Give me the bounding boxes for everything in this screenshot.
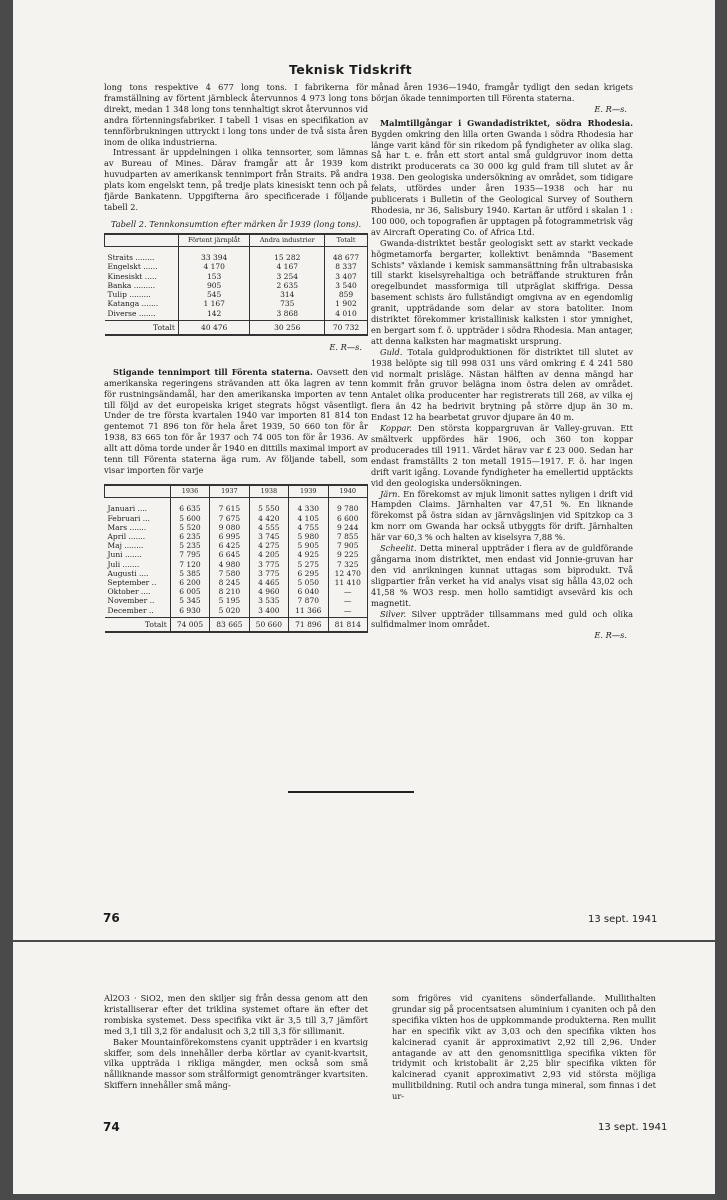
right-intro: månad åren 1936—1940, framgår tydligt den sedan krigets början ökade tennimporten till Förenta staterna. [371,82,633,103]
table-cell: 735 [250,299,325,308]
table-cell: 5 385 [170,569,209,578]
table-cell: 8 210 [210,587,249,596]
row-label: November .. [105,596,171,605]
table-cell: 4 167 [250,262,325,271]
table-header-cell: 1936 [170,485,209,498]
table-cell: 4 420 [249,514,288,523]
table-row [105,290,368,299]
silver-paragraph [371,609,633,631]
table-cell: 11 410 [328,578,368,587]
intro-paragraph: long tons respektive 4 677 long tons. I fabrikerna för framställning av förtent järnbleck återvunnos 4 973 long tons direkt, medan 1 348 long tons tennhaltigt skrot återvunnos vid andra förtenningsfabriker. I tabell 1 visas en specifikation av tennförbrukningen uttryckt i long tons under de två sista åren inom de olika industrierna. [104,82,368,147]
table-row [105,523,368,532]
left-column [104,82,368,633]
guld-text: Totala guldproduktionen för distriktet till slutet av 1938 belöpte sig till 998 031 uns värd omkring £ 4 241 580 vid normalt prisläge. Nästan hälften av denna mängd har kommit från gruvor belägna inom östra delen av området. Antalet olika producenter har registrerats till 268, av vilka ej flera än 42 ha bedrivit brytning på större djup än 30 m. Endast 12 ha bearbetat gruvor djupare än 40 m. [371,346,633,423]
table-cell: 7 795 [170,550,209,559]
table-cell: 8 245 [210,578,249,587]
row-label: Mars ....... [105,523,171,532]
row-label: April ....... [105,532,171,541]
row-label: Maj ........ [105,541,171,550]
row-label: Engelskt ...... [105,262,179,271]
signature: E. R—s. [594,103,627,114]
table-cell: 8 337 [325,262,368,271]
jarn-text: En förekomst av mjuk limonit sattes nyligen i drift vid Hampden Claims. Järnhalten var 47,51 %. En liknande förekomst på östra sidan av järnvägslinjen vid Spitzkop ca 3 km norr om Gwanda har också utbyggts för drift. Järnhalten här var 60,3 % och halten av kiselsyra 7,88 %. [371,488,633,543]
table-cell: 11 366 [289,606,328,618]
table-cell: — [328,596,368,605]
intro-paragraph: Intressant är uppdelningen i olika tennsorter, som lämnas av Bureau of Mines. Därav framgår att år 1939 kom huvudparten av amerikansk tennimport från Straits. På andra plats kom engelskt tenn, på tredje plats kinesiskt tenn och på fjärde Bankatenn. Uppgifterna äro specificerade i följande tabell 2. [104,147,368,212]
table-cell: 33 394 [178,247,250,263]
table2-caption: Tabell 2. Tennkonsumtion efter märken år 1939 (long tons). [110,218,362,229]
row-label: December .. [105,606,171,618]
row-label: Banka ......... [105,281,179,290]
table-cell: 5 275 [289,560,328,569]
table-row [105,498,368,514]
table-cell: 9 244 [328,523,368,532]
table-header-cell: Förtent järnplåt [178,234,250,247]
malm-text: Bygden omkring den lilla orten Gwanda i södra Rhodesia har länge varit känd för sin rikedom på fyndigheter av olika slag. Så har t. e. från ett stort antal små guldgruvor inom detta distrikt producerats ca 30 000 kg guld fram till slutet av år 1938. Den geologiska undersökning av området, som tidigare felats, utfördes under åren 1935—1938 och har nu publicerats i Bulletin of the Geological Survey of Southern Rhodesia, nr 36, Salisbury 1940. Kartan är utförd i skalan 1 : 100 000, och topografien är upptagen på fotogrammetrisk väg av Aircraft Operating Co. of Africa Ltd. [371,128,633,237]
table-cell: 3 254 [250,272,325,281]
row-label: Diverse ....... [105,309,179,321]
table-total-row [105,617,368,632]
table-row [105,596,368,605]
table-cell: 5 600 [170,514,209,523]
table-cell: 7 120 [170,560,209,569]
table-cell: 15 282 [250,247,325,263]
table-cell: 7 615 [210,498,249,514]
table-cell: 1 902 [325,299,368,308]
table-cell: 4 275 [249,541,288,550]
total-label: Totalt [105,617,171,632]
table-row [105,247,368,263]
table-cell: 9 225 [328,550,368,559]
silver-label: Silver. [380,608,407,619]
table-header-cell: Totalt [325,234,368,247]
guld-paragraph [371,347,633,423]
koppar-label: Koppar. [380,423,413,434]
table-cell: 4 555 [249,523,288,532]
row-label: Oktober .... [105,587,171,596]
table-header-cell: 1938 [249,485,288,498]
table-cell: 6 995 [210,532,249,541]
table-cell: — [328,606,368,618]
page2-right-column [392,993,656,1102]
scheelit-paragraph [371,543,633,608]
table-row [105,550,368,559]
row-label: Kinesiskt ..... [105,272,179,281]
table-cell: 5 235 [170,541,209,550]
table-header-cell: 1940 [328,485,368,498]
table-cell: 6 645 [210,550,249,559]
stigande-text: Oavsett den amerikanska regeringens strävanden att öka lagren av tenn för rustningsändamål, har den amerikanska importen av tenn till följd av det europeiska kriget stegrats högst väsentligt. Under de tre första kvartalen 1940 var importen 81 814 ton gentemot 71 896 ton för hela året 1939, 50 660 ton för år 1938, 83 665 ton för år 1937 och 74 005 ton för år 1936. Av allt att döma torde under år 1940 en dittills maximal import av tenn till Förenta staterna äga rum. Av följande tabell, som visar importen för varje [104,366,368,475]
stigande-heading: Stigande tennimport till Förenta staterna. [113,366,313,377]
table-row [105,587,368,596]
page-date: 13 sept. 1941 [588,914,658,925]
table-cell: 4 980 [210,560,249,569]
table-cell: 5 050 [289,578,328,587]
table-cell: 6 200 [170,578,209,587]
stigande-paragraph [104,367,368,476]
row-label: Tulip ......... [105,290,179,299]
journal-header: Teknisk Tidskrift [288,62,413,77]
row-label: September .. [105,578,171,587]
table-cell: 4 105 [289,514,328,523]
malm-heading: Malmtillgångar i Gwandadistriktet, södra Rhodesia. [380,117,633,128]
row-label: Januari .... [105,498,171,514]
signature: E. R—s. [329,341,362,352]
malm-paragraph [371,118,633,238]
section-divider [288,791,414,793]
total-cell: 30 256 [250,320,325,335]
table-cell: 7 855 [328,532,368,541]
table-row [105,569,368,578]
table-cell: 3 745 [249,532,288,541]
table-2 [104,233,368,336]
row-label: Straits ........ [105,247,179,263]
table-cell: 3 868 [250,309,325,321]
gwanda-paragraph: Gwanda-distriktet består geologiskt sett av starkt veckade högmetamorfa bergarter, kollektivt benämnda "Basement Schists" växlande i kemisk sammansättning från ultrabasiska till starkt kiselsyrehaltiga och beträffande strukturen från oregelbundet massformiga till utpräglat skiffriga. Dessa basement schists äro fullständigt omgivna av en egendomlig granit, uppträdande som delar av stora batoliter. Inom distriktet förekommer kristallinisk kalksten i stor ymnighet, en bergart som f. ö. uppträder i södra Rhodesia. Man antager, att denna kalksten har magmatiskt ursprung. [371,237,633,346]
row-label: Juni ....... [105,550,171,559]
table-cell: 48 677 [325,247,368,263]
table-3 [104,484,368,633]
table-cell: 3 775 [249,560,288,569]
koppar-paragraph [371,423,633,488]
table-total-row [105,320,368,335]
table-cell: 9 780 [328,498,368,514]
table-cell: 859 [325,290,368,299]
table-cell: 5 980 [289,532,328,541]
table-row [105,532,368,541]
total-cell: 74 005 [170,617,209,632]
total-cell: 71 896 [289,617,328,632]
table-row [105,299,368,308]
table-cell: 6 040 [289,587,328,596]
table-cell: 4 755 [289,523,328,532]
table-cell: 153 [178,272,250,281]
mullit-paragraph: som frigöres vid cyanitens sönderfallande. Mullithalten grundar sig på procentsatsen aluminium i cyaniten och på den specifika vikten hos de uppkommande produkterna. Ren mullit har en specifik vikt av 3,03 och den specifika vikten hos kalcinerad cyanit är approximativt 2,92 till 2,96. Under antagande av att den genomsnittliga specifika vikten för tridymit och kristobalit är 2,25 blir specifika vikten för kalcinerad cyanit approximativt 2,93 vid största möjliga mullitbildning. Rutil och andra tunga mineral, som finnas i det ur- [392,993,656,1102]
table-header-cell [105,485,171,498]
table-cell: 6 295 [289,569,328,578]
right-column [371,82,633,641]
table-row [105,272,368,281]
table-cell: 4 205 [249,550,288,559]
table-cell: 4 960 [249,587,288,596]
table-cell: 3 540 [325,281,368,290]
table-cell: 3 535 [249,596,288,605]
table-cell: 5 195 [210,596,249,605]
table-cell: 7 580 [210,569,249,578]
page-number: 74 [103,1120,120,1134]
table-cell: 3 407 [325,272,368,281]
table-cell: 3 775 [249,569,288,578]
table-cell: 5 345 [170,596,209,605]
total-cell: 81 814 [328,617,368,632]
guld-label: Guld. [380,346,403,357]
table-cell: 6 005 [170,587,209,596]
table-row [105,560,368,569]
total-cell: 83 665 [210,617,249,632]
table-cell: 4 330 [289,498,328,514]
table-cell: 2 635 [250,281,325,290]
table-row [105,514,368,523]
table-header-cell: Andra industrier [250,234,325,247]
table-row [105,281,368,290]
table-cell: 6 425 [210,541,249,550]
row-label: Katanga ....... [105,299,179,308]
scheelit-label: Scheelit. [380,543,417,554]
silver-text: Silver uppträder tillsammans med guld och olika sulfidmalmer inom området. [371,608,633,630]
table-cell: 6 600 [328,514,368,523]
table-row [105,606,368,618]
table-cell: 5 520 [170,523,209,532]
table-header-cell [105,234,179,247]
table-cell: 5 020 [210,606,249,618]
jarn-paragraph [371,489,633,544]
jarn-label: Järn. [380,488,401,499]
table-cell: 4 465 [249,578,288,587]
table-cell: 4 925 [289,550,328,559]
table-cell: 5 905 [289,541,328,550]
table-cell: 12 470 [328,569,368,578]
table-row [105,262,368,271]
table-cell: 1 167 [178,299,250,308]
table-cell: 4 170 [178,262,250,271]
table-cell: 6 635 [170,498,209,514]
total-cell: 40 476 [178,320,250,335]
table-header-cell: 1937 [210,485,249,498]
table-cell: 9 080 [210,523,249,532]
table-row [105,309,368,321]
table-cell: 6 235 [170,532,209,541]
table-cell: 7 675 [210,514,249,523]
table-cell: 905 [178,281,250,290]
table-cell: 7 325 [328,560,368,569]
total-cell: 50 660 [249,617,288,632]
table-row [105,541,368,550]
table-cell: 545 [178,290,250,299]
table-cell: 6 930 [170,606,209,618]
table-cell: 5 550 [249,498,288,514]
table-row [105,578,368,587]
scheelit-text: Detta mineral uppträder i flera av de guldförande gångarna inom distriktet, men endast vid Jonnie-gruvan har den vid anrikningen kunnat uttagas som biprodukt. Två sligpartier från verket ha vid analys visat sig hålla 43,02 och 41,58 % WO3 resp. men hollo samtidigt avsevärd kis och magnetit. [371,543,633,608]
table-cell: 314 [250,290,325,299]
cyanit-paragraph: Baker Mountainförekomstens cyanit uppträder i en kvartsig skiffer, som dels innehåller derba körtlar av cyanit-kvartsit, vilka uppträda i rikliga mängder, men också som små nålliknande massor som strålformigt genomtränger kvartsiten. Skiffern innehåller små mäng- [104,1036,368,1091]
table-cell: 3 400 [249,606,288,618]
signature: E. R—s. [594,630,627,641]
row-label: Februari ... [105,514,171,523]
table-cell: — [328,587,368,596]
row-label: Augusti .... [105,569,171,578]
page2-left-column [104,993,368,1091]
row-label: Juli ....... [105,560,171,569]
page-date: 13 sept. 1941 [598,1122,668,1133]
total-cell: 70 732 [325,320,368,335]
table-cell: 142 [178,309,250,321]
table-cell: 4 010 [325,309,368,321]
table-header-cell: 1939 [289,485,328,498]
table-cell: 7 870 [289,596,328,605]
page-number: 76 [103,911,120,925]
koppar-text: Den största koppargruvan är Valley-gruvan. Ett smältverk uppfördes här 1906, och 360 ton koppar producerades till 1911. Värdet härav var £ 23 000. Sedan har endast framställts 2 ton metall 1915—1917. F. ö. har ingen drift varit igång. Lovande fyndigheter ha emellertid upptäckts vid den geologiska undersökningen. [371,423,633,488]
total-label: Totalt [105,320,179,335]
table-cell: 7 905 [328,541,368,550]
cyanit-paragraph: Al2O3 · SiO2, men den skiljer sig från dessa genom att den kristalliserar efter det triklina systemet oftare än efter det rombiska systemet. Dess specifika vikt är 3,5 till 3,7 jämfört med 3,1 till 3,2 för andalusit och 3,2 till 3,3 för sillimanit. [104,993,368,1036]
